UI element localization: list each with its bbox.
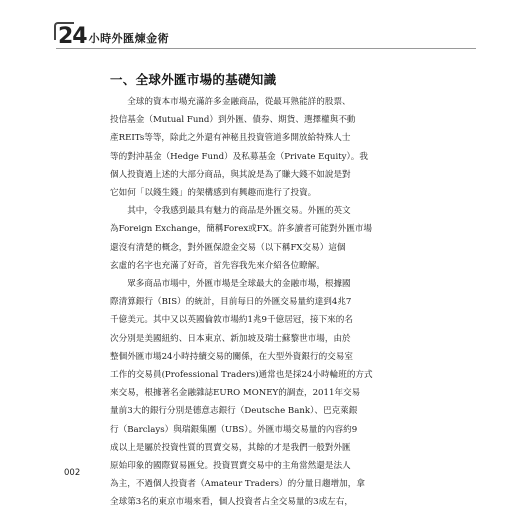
body-line: 整個外匯市場24小時持續交易的關係，在大型外資銀行的交易室 [110,351,353,362]
header-number: 24 [58,24,87,49]
body-line: 全球的資本市場充滿許多金融商品，從最耳熟能詳的股票、 [110,97,351,107]
body-line: 為Foreign Exchange，簡稱Forex或FX。許多讀者可能對外匯市場 [110,224,372,235]
body-line: 原始印象的國際貿易匯兌。投資買賣交易中的主角當然還是法人 [110,461,351,472]
header-divider [56,48,476,49]
body-line: 量前3大的銀行分別是德意志銀行（Deutsche Bank）、巴克萊銀 [110,406,358,417]
body-text [110,93,400,512]
body-line: 為主，不過個人投資者（Amateur Traders）的分量日趨增加，拿 [110,479,365,490]
section-heading: 一、全球外匯市場的基礎知識 [110,72,277,87]
body-line: 玄虛的名字也充滿了好奇，首先容我先來介紹各位瞭解。 [110,260,325,271]
body-line: 還沒有清楚的概念，對外匯保證金交易（以下稱FX交易）這個 [110,242,346,253]
body-line: 投信基金（Mutual Fund）到外匯、債券、期貨、選擇權與不動 [110,115,356,126]
body-line: 全球第3名的東京市場來看，個人投資者占全交易量的3成左右， [110,497,353,508]
body-line: 工作的交易員(Professional Traders)通常也是採24小時輪班的方式 [110,370,373,381]
body-line: 次分別是美國紐約、日本東京、新加坡及瑞士蘇黎世市場，由於 [110,333,351,344]
header-title: 小時外匯煉金術 [88,32,170,45]
body-line: 產REITs等等，除此之外還有神秘且投資管道多開放給特殊人士 [110,133,351,144]
body-line: 個人投資過上述的大部分商品，與其說是為了賺大錢不如說是對 [110,169,351,180]
body-line: 來交易，根據著名金融雜誌EURO MONEY的調查，2011年交易 [110,388,361,399]
body-line: 際清算銀行（BIS）的統計，目前每日的外匯交易量約達到4兆7 [110,297,352,308]
body-line: 其中，令我感到最具有魅力的商品是外匯交易。外匯的英文 [110,206,351,217]
body-line: 成以上是屬於投資性質的買賣交易，其餘的才是我們一般對外匯 [110,442,351,453]
body-line: 行（Barclays）與瑞銀集團（UBS）。外匯市場交易量的內容約9 [110,424,358,435]
page-number: 002 [64,468,81,478]
body-line: 千億美元。其中又以英國倫敦市場約1兆9千億居冠，接下來的名 [110,315,353,326]
body-line: 它如何「以錢生錢」的架構感到有興趣而進行了投資。 [110,188,317,199]
body-line: 眾多商品市場中，外匯市場是全球最大的金融市場，根據國 [110,279,351,290]
running-header [58,14,169,48]
body-line: 等的對沖基金（Hedge Fund）及私募基金（Private Equity）。我 [110,151,368,162]
